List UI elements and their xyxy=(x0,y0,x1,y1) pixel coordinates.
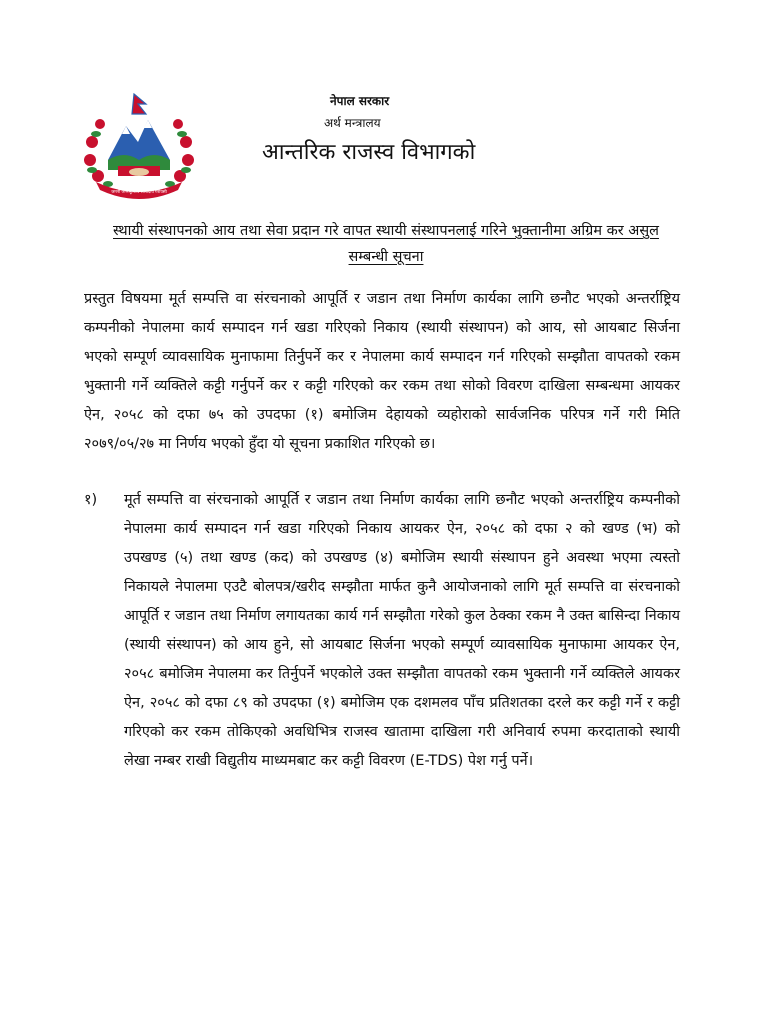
department-title: आन्तरिक राजस्व विभागको xyxy=(262,140,476,165)
emblem-motto: जननी जन्मभूमिश्च स्वर्गादपि गरीयसी xyxy=(111,189,167,194)
government-name: नेपाल सरकार xyxy=(330,94,390,108)
ministry-name: अर्थ मन्त्रालय xyxy=(324,116,381,130)
list-item-text: मूर्त सम्पत्ति वा संरचनाको आपूर्ति र जडान तथा निर्माण कार्यका लागि छनौट भएको अन्तर्राष्ट्रिय कम्पनीको नेपालमा कार्य सम्पादन गर्न खडा गरिएको निकाय आयकर ऐन, २०५८ को दफा २ को खण्ड (भ) को उपखण्ड (५) तथा खण्ड (कद) को उपखण्ड (४) बमोजिम स्थायी संस्थापन हुने अवस्था भएमा त्यस्तो निकायले नेपालमा एउटै बोलपत्र/खरीद सम्झौता मार्फत कुनै आयोजनाको लागि मूर्त सम्पत्ति वा संरचनाको आपूर्ति र जडान तथा निर्माण लगायतका कार्य गर्न सम्झौता गरेको कुल ठेक्का रकम नै उक्त बासिन्दा निकाय (स्थायी संस्थापन) को आय हुने, सो आयबाट सिर्जना भएको सम्पूर्ण व्यावसायिक मुनाफामा आयकर ऐन, २०५८ बमोजिम नेपालमा कर तिर्नुपर्ने भएकोले उक्त सम्झौता वापतको रकम भुक्तानी गर्ने व्यक्तिले आयकर ऐन, २०५८ को दफा ८९ को उपदफा (१) बमोजिम एक दशमलव पाँच प्रतिशतका दरले कर कट्टी गर्ने र कट्टी गरिएको कर रकम तोकिएको अवधिभित्र राजस्व खातामा दाखिला गरी अनिवार्य रुपमा करदाताको स्थायी लेखा नम्बर राखी विद्युतीय माध्यमबाट कर कट्टी विवरण (E-TDS) पेश गर्नु पर्ने। xyxy=(124,492,680,769)
list-item-number: १) xyxy=(84,492,98,508)
intro-paragraph: प्रस्तुत विषयमा मूर्त सम्पत्ति वा संरचनाको आपूर्ति र जडान तथा निर्माण कार्यका लागि छनौट भएको अन्तर्राष्ट्रिय कम्पनीको नेपालमा कार्य सम्पादन गर्न खडा गरिएको निकाय (स्थायी संस्थापन) को आय, सो आयबाट सिर्जना भएको सम्पूर्ण व्यावसायिक मुनाफामा तिर्नुपर्ने कर र नेपालमा कार्य सम्पादन गर्न गरिएको सम्झौता वापतको रकम भुक्तानी गर्ने व्यक्तिले कट्टी गर्नुपर्ने कर र कट्टी गरिएको कर रकम तथा सोको विवरण दाखिला सम्बन्धमा आयकर ऐन, २०५८ को दफा ७५ को उपदफा (१) बमोजिम देहायको व्यहोराको सार्वजनिक परिपत्र गर्ने गरी मिति २०७९/०५/२७ मा निर्णय भएको हुँदा यो सूचना प्रकाशित गरिएको छ। xyxy=(84,291,680,452)
notice-subject: स्थायी संस्थापनको आय तथा सेवा प्रदान गरे वापत स्थायी संस्थापनलाई गरिने भुक्तानीमा अग्रिम कर असुल सम्बन्धी सूचना xyxy=(113,223,659,265)
nepal-emblem-icon xyxy=(78,90,200,200)
